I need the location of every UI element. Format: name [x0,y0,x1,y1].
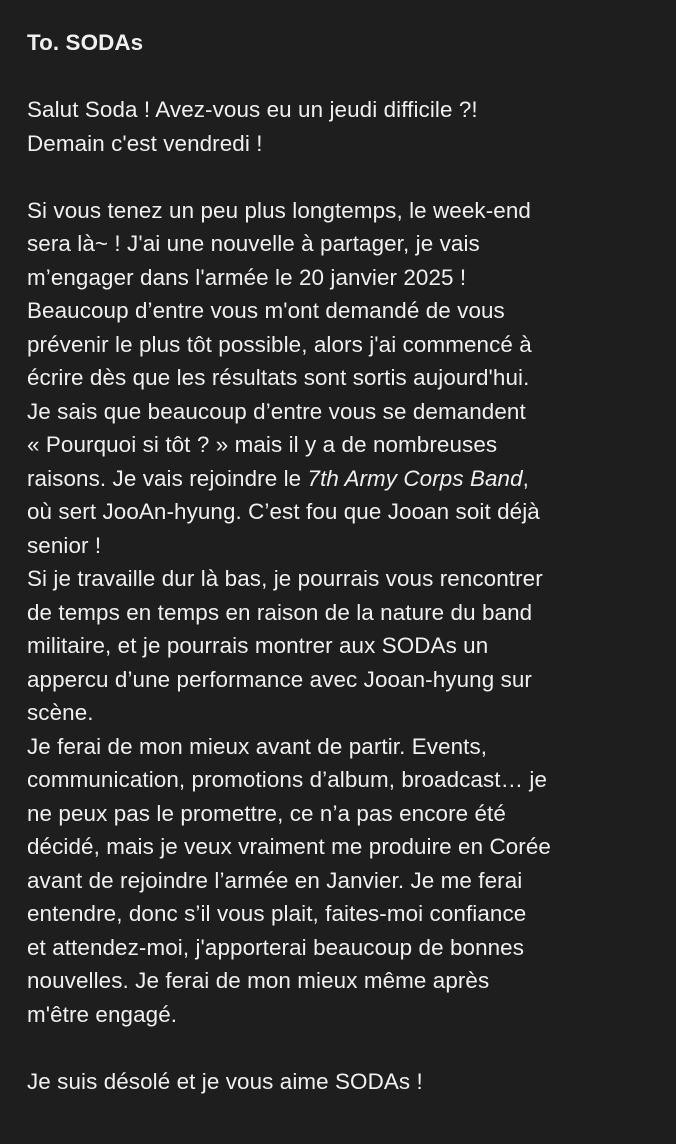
greeting-line: Demain c'est vendredi ! [27,130,263,156]
body-line: prévenir le plus tôt possible, alors j'ai commencé à [27,331,532,357]
body-line: m'être engagé. [27,1001,178,1027]
body-line: Si vous tenez un peu plus longtemps, le week-end [27,197,531,223]
body-line: de temps en temps en raison de la nature du band [27,599,533,625]
body-text: , [522,465,529,491]
body-line: Je sais que beaucoup d’entre vous se demandent [27,398,526,424]
body-line: ne peux pas le promettre, ce n’a pas encore été [27,800,506,826]
letter-document [27,26,667,1098]
body-line: décidé, mais je veux vraiment me produire en Corée [27,834,551,859]
body-line: « Pourquoi si tôt ? » mais il y a de nombreuses [27,432,498,457]
body-line: Beaucoup d’entre vous m'ont demandé de vous [27,298,505,323]
body-line: avant de rejoindre l’armée en Janvier. Je me ferai [27,867,523,893]
body-line: senior ! [27,532,102,558]
band-name-italic: 7th Army Corps Band [307,465,523,491]
body-line: Si je travaille dur là bas, je pourrais vous rencontrer [27,566,543,591]
body-line: communication, promotions d’album, broadcast… je [27,767,548,792]
letter-title: To. SODAs [27,30,144,55]
body-line: appercu d’une performance avec Jooan-hyung sur [27,666,532,692]
body-line: scène. [27,700,94,725]
body-line: militaire, et je pourrais montrer aux SODAs un [27,633,489,658]
blank-line [27,160,667,194]
body-line: et attendez-moi, j'apporterai beaucoup de bonnes [27,934,525,960]
greeting-line: Salut Soda ! Avez-vous eu un jeudi difficile ?! [27,97,478,122]
body-line: nouvelles. Je ferai de mon mieux même après [27,968,490,993]
body-text: raisons. Je vais rejoindre le [27,465,308,491]
body-line: sera là~ ! J'ai une nouvelle à partager, je vais [27,231,480,256]
blank-line [27,60,667,94]
body-line: entendre, donc s’il vous plait, faites-moi confiance [27,901,527,926]
body-line: Je ferai de mon mieux avant de partir. Events, [27,733,488,759]
body-line: m’engager dans l'armée le 20 janvier 2025 ! [27,264,467,290]
body-line: où sert JooAn-hyung. C’est fou que Jooan soit déjà [27,499,540,524]
blank-line [27,1031,667,1065]
body-line: écrire dès que les résultats sont sortis aujourd'hui. [27,365,530,390]
closing-line: Je suis désolé et je vous aime SODAs ! [27,1068,423,1094]
body-line [27,462,667,496]
